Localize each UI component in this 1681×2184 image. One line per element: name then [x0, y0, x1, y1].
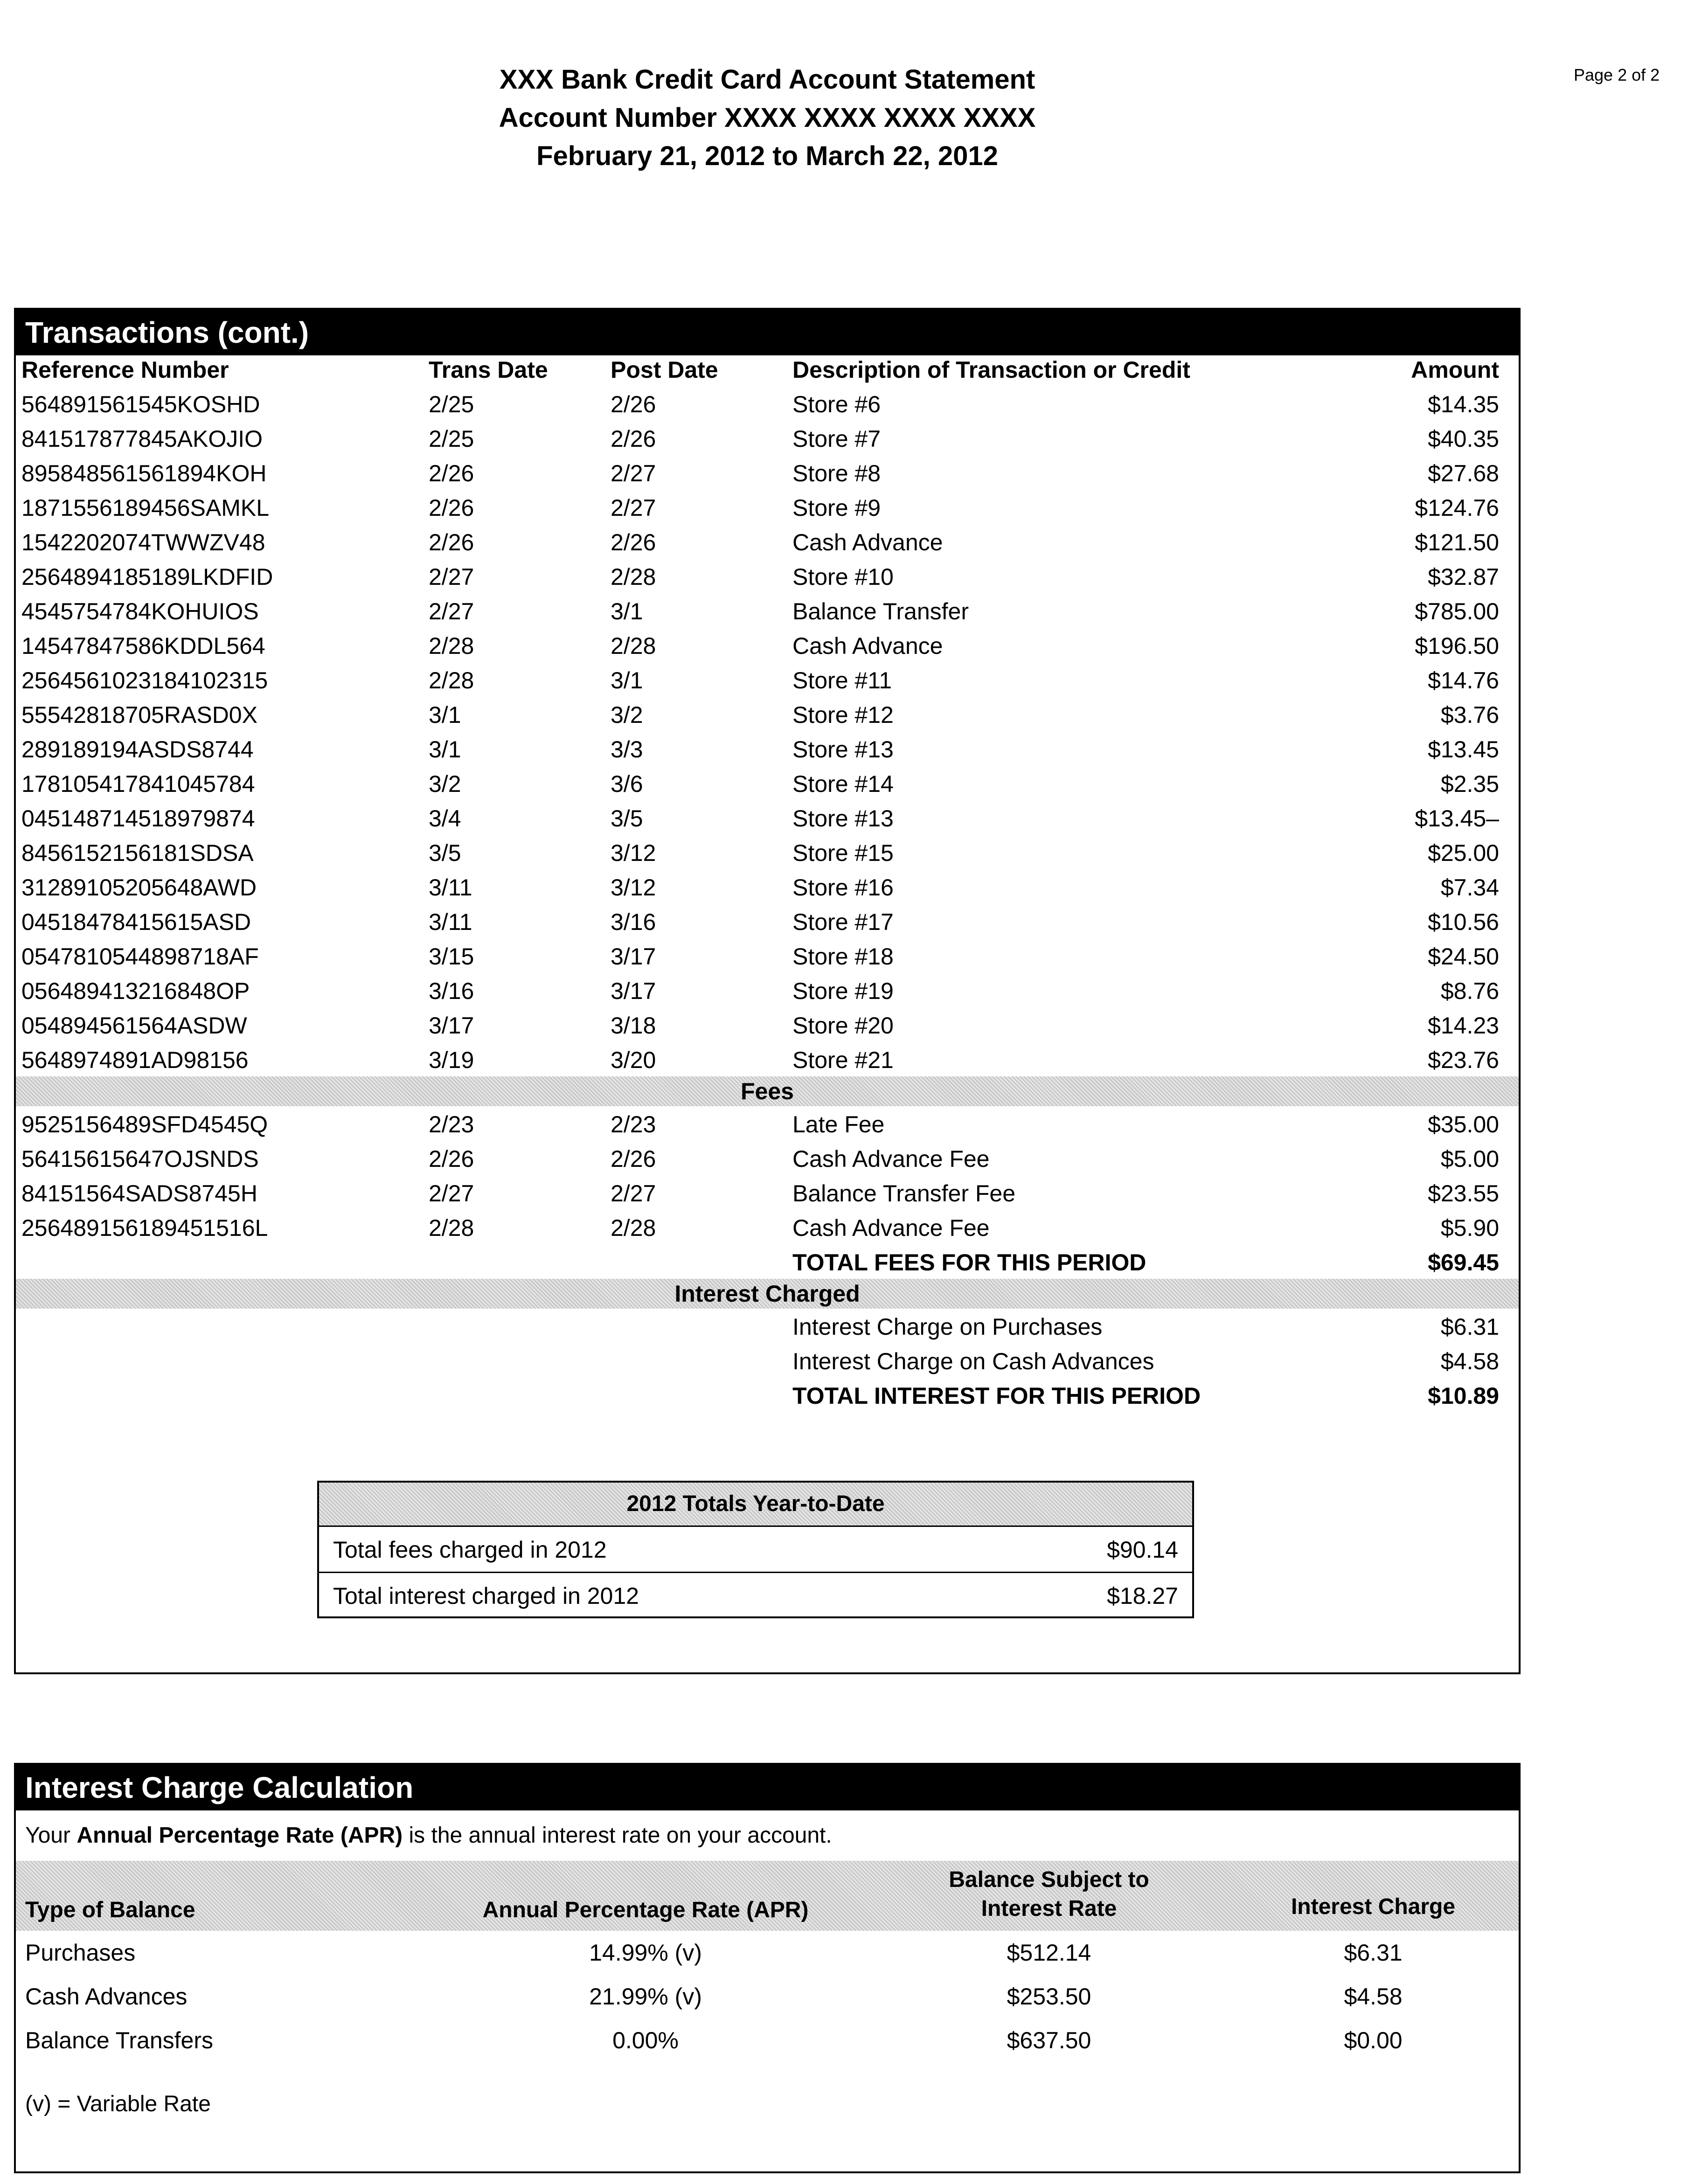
post-date: 2/26 — [611, 529, 656, 555]
description: Store #6 — [792, 391, 881, 417]
apr-note-bold: Annual Percentage Rate (APR) — [76, 1823, 403, 1848]
apr-note — [16, 1810, 1519, 1861]
balance-type: Purchases — [25, 1940, 136, 1966]
trans-date: 2/28 — [429, 667, 474, 693]
table-row — [16, 800, 1519, 835]
transaction-rows — [16, 386, 1519, 1076]
account-number: Account Number XXXX XXXX XXXX XXXX — [499, 103, 1036, 133]
post-date: 2/23 — [611, 1111, 656, 1137]
description: Store #13 — [792, 736, 894, 763]
post-date: 2/26 — [611, 1146, 656, 1172]
amount: $196.50 — [1415, 633, 1499, 659]
interest-description: Interest Charge on Cash Advances — [792, 1348, 1154, 1374]
reference-number: 564891561545KOSHD — [21, 391, 260, 417]
post-date: 3/16 — [611, 909, 656, 935]
interest-calculation-section — [14, 1763, 1521, 2173]
description: Cash Advance — [792, 529, 943, 555]
col-balance-l2: Interest Rate — [981, 1896, 1117, 1921]
amount: $32.87 — [1428, 564, 1499, 590]
reference-number: 31289105205648AWD — [21, 874, 257, 901]
col-amount: Amount — [1411, 357, 1499, 383]
col-reference-number: Reference Number — [21, 357, 229, 383]
post-date: 2/28 — [611, 633, 656, 659]
total-interest-value: $10.89 — [1428, 1383, 1499, 1409]
statement-period: February 21, 2012 to March 22, 2012 — [536, 141, 998, 171]
reference-number: 0547810544898718AF — [21, 943, 259, 970]
fees-label: Fees — [741, 1078, 794, 1104]
trans-date: 3/16 — [429, 978, 474, 1004]
trans-date: 3/11 — [429, 909, 472, 935]
interest-amount: $4.58 — [1440, 1348, 1499, 1374]
apr-note-pre: Your — [25, 1823, 77, 1848]
post-date: 2/28 — [611, 564, 656, 590]
reference-number: 2564894185189LKDFID — [21, 564, 273, 590]
balance-type: Cash Advances — [25, 1983, 188, 2010]
calc-rows — [16, 1931, 1519, 2062]
interest-divider — [16, 1279, 1519, 1309]
reference-number: 178105417841045784 — [21, 771, 255, 797]
trans-date: 2/26 — [429, 1146, 474, 1172]
fee-row — [16, 1210, 1519, 1244]
post-date: 3/3 — [611, 736, 643, 763]
amount: $14.35 — [1428, 391, 1499, 417]
total-interest-row — [16, 1378, 1519, 1412]
page-number: Page 2 of 2 — [1574, 65, 1660, 84]
reference-number: 84151564SADS8745H — [21, 1180, 257, 1206]
description: Cash Advance Fee — [792, 1215, 990, 1241]
reference-number: 14547847586KDDL564 — [21, 633, 265, 659]
col-description: Description of Transaction or Credit — [792, 357, 1190, 383]
reference-number: 2564561023184102315 — [21, 667, 268, 693]
col-post-date: Post Date — [611, 357, 718, 383]
table-row — [16, 766, 1519, 800]
apr-value: 21.99% (v) — [589, 1983, 702, 2010]
reference-number: 1542202074TWWZV48 — [21, 529, 265, 555]
description: Store #13 — [792, 805, 894, 832]
post-date: 2/27 — [611, 460, 656, 486]
reference-number: 054894561564ASDW — [21, 1012, 247, 1039]
amount: $25.00 — [1428, 840, 1499, 866]
trans-date: 2/25 — [429, 391, 474, 417]
post-date: 2/26 — [611, 391, 656, 417]
amount: $40.35 — [1428, 426, 1499, 452]
trans-date: 3/11 — [429, 874, 472, 901]
fee-row — [16, 1175, 1519, 1210]
amount: $124.76 — [1415, 495, 1499, 521]
description: Store #14 — [792, 771, 894, 797]
post-date: 3/17 — [611, 978, 656, 1004]
post-date: 2/26 — [611, 426, 656, 452]
transactions-section — [14, 308, 1521, 1674]
trans-date: 3/2 — [429, 771, 461, 797]
amount: $8.76 — [1440, 978, 1499, 1004]
interest-rows — [16, 1309, 1519, 1378]
amount: $5.00 — [1440, 1146, 1499, 1172]
description: Store #16 — [792, 874, 894, 901]
trans-date: 2/27 — [429, 564, 474, 590]
description: Cash Advance Fee — [792, 1146, 990, 1172]
table-row — [16, 455, 1519, 490]
reference-number: 8456152156181SDSA — [21, 840, 254, 866]
post-date: 3/5 — [611, 805, 643, 832]
amount: $3.76 — [1440, 702, 1499, 728]
table-row — [16, 421, 1519, 455]
fee-row — [16, 1106, 1519, 1141]
table-row — [16, 835, 1519, 869]
post-date: 3/1 — [611, 667, 643, 693]
amount: $13.45 — [1428, 736, 1499, 763]
calc-row — [16, 2018, 1519, 2062]
reference-number: 9525156489SFD4545Q — [21, 1111, 268, 1137]
interest-charge: $6.31 — [1344, 1940, 1403, 1966]
trans-date: 3/1 — [429, 736, 461, 763]
amount: $2.35 — [1440, 771, 1499, 797]
post-date: 3/12 — [611, 840, 656, 866]
description: Store #7 — [792, 426, 881, 452]
calc-row — [16, 1975, 1519, 2018]
reference-number: 045148714518979874 — [21, 805, 255, 832]
post-date: 2/27 — [611, 495, 656, 521]
trans-date: 2/27 — [429, 598, 474, 624]
table-row — [16, 386, 1519, 421]
description: Store #20 — [792, 1012, 894, 1039]
amount: $24.50 — [1428, 943, 1499, 970]
reference-number: 04518478415615ASD — [21, 909, 251, 935]
table-row — [16, 559, 1519, 593]
ytd-interest-label: Total interest charged in 2012 — [333, 1583, 639, 1609]
table-row — [16, 1007, 1519, 1042]
reference-number: 056489413216848OP — [21, 978, 250, 1004]
amount: $785.00 — [1415, 598, 1499, 624]
description: Store #11 — [792, 667, 892, 693]
apr-note-post: is the annual interest rate on your account. — [403, 1823, 832, 1848]
post-date: 3/12 — [611, 874, 656, 901]
interest-charge: $4.58 — [1344, 1983, 1403, 2010]
trans-date: 3/19 — [429, 1047, 474, 1073]
reference-number: 1871556189456SAMKL — [21, 495, 270, 521]
interest-charge: $0.00 — [1344, 2027, 1403, 2053]
amount: $23.55 — [1428, 1180, 1499, 1206]
trans-date: 2/26 — [429, 529, 474, 555]
balance-subject: $512.14 — [1007, 1940, 1091, 1966]
table-row — [16, 490, 1519, 524]
post-date: 2/27 — [611, 1180, 656, 1206]
amount: $5.90 — [1440, 1215, 1499, 1241]
description: Store #8 — [792, 460, 881, 486]
reference-number: 56415615647OJSNDS — [21, 1146, 259, 1172]
trans-date: 3/17 — [429, 1012, 474, 1039]
ytd-fees-label: Total fees charged in 2012 — [333, 1537, 607, 1563]
table-row — [16, 1042, 1519, 1076]
reference-number: 841517877845AKOJIO — [21, 426, 263, 452]
fees-divider — [16, 1076, 1519, 1106]
reference-number: 289189194ASDS8744 — [21, 736, 254, 763]
description: Store #17 — [792, 909, 894, 935]
table-row — [16, 938, 1519, 973]
calc-column-headers — [16, 1861, 1519, 1931]
amount: $121.50 — [1415, 529, 1499, 555]
table-row — [16, 904, 1519, 938]
total-fees-label: TOTAL FEES FOR THIS PERIOD — [792, 1249, 1146, 1276]
statement-header — [0, 61, 1535, 175]
apr-value: 0.00% — [612, 2027, 679, 2053]
reference-number: 5648974891AD98156 — [21, 1047, 249, 1073]
transactions-column-headers — [16, 355, 1519, 386]
interest-row — [16, 1309, 1519, 1343]
total-fees-value: $69.45 — [1428, 1249, 1499, 1276]
amount: $13.45– — [1415, 805, 1499, 832]
description: Balance Transfer — [792, 598, 969, 624]
table-row — [16, 662, 1519, 697]
table-row — [16, 524, 1519, 559]
amount: $35.00 — [1428, 1111, 1499, 1137]
col-trans-date: Trans Date — [429, 357, 548, 383]
transactions-title: Transactions (cont.) — [16, 310, 1519, 355]
amount: $7.34 — [1440, 874, 1499, 901]
trans-date: 2/26 — [429, 460, 474, 486]
description: Cash Advance — [792, 633, 943, 659]
balance-subject: $637.50 — [1007, 2027, 1091, 2053]
reference-number: 256489156189451516L — [21, 1215, 268, 1241]
fee-row — [16, 1141, 1519, 1175]
amount: $23.76 — [1428, 1047, 1499, 1073]
ytd-interest-value: $18.27 — [1107, 1583, 1178, 1609]
interest-description: Interest Charge on Purchases — [792, 1314, 1103, 1340]
col-interest-charge: Interest Charge — [1291, 1894, 1456, 1919]
trans-date: 3/15 — [429, 943, 474, 970]
reference-number: 895848561561894KOH — [21, 460, 267, 486]
interest-row — [16, 1343, 1519, 1378]
ytd-interest-row — [319, 1573, 1192, 1618]
balance-type: Balance Transfers — [25, 2027, 213, 2053]
description: Store #10 — [792, 564, 894, 590]
trans-date: 3/1 — [429, 702, 461, 728]
post-date: 3/6 — [611, 771, 643, 797]
description: Store #9 — [792, 495, 881, 521]
post-date: 3/17 — [611, 943, 656, 970]
table-row — [16, 869, 1519, 904]
trans-date: 2/25 — [429, 426, 474, 452]
post-date: 2/28 — [611, 1215, 656, 1241]
statement-title: XXX Bank Credit Card Account Statement — [499, 64, 1035, 95]
post-date: 3/2 — [611, 702, 643, 728]
trans-date: 2/26 — [429, 495, 474, 521]
description: Store #18 — [792, 943, 894, 970]
description: Late Fee — [792, 1111, 885, 1137]
ytd-totals-box — [317, 1481, 1194, 1618]
table-row — [16, 628, 1519, 662]
trans-date: 2/28 — [429, 633, 474, 659]
description: Store #21 — [792, 1047, 894, 1073]
variable-rate-note: (v) = Variable Rate — [25, 2092, 211, 2116]
description: Store #15 — [792, 840, 894, 866]
amount: $27.68 — [1428, 460, 1499, 486]
description: Store #19 — [792, 978, 894, 1004]
interest-amount: $6.31 — [1440, 1314, 1499, 1340]
interest-label: Interest Charged — [674, 1281, 860, 1307]
description: Balance Transfer Fee — [792, 1180, 1016, 1206]
post-date: 3/18 — [611, 1012, 656, 1039]
trans-date: 3/4 — [429, 805, 461, 832]
post-date: 3/20 — [611, 1047, 656, 1073]
col-balance-l1: Balance Subject to — [949, 1867, 1149, 1892]
trans-date: 2/23 — [429, 1111, 474, 1137]
amount: $14.76 — [1428, 667, 1499, 693]
ytd-fees-value: $90.14 — [1107, 1537, 1178, 1563]
trans-date: 3/5 — [429, 840, 461, 866]
table-row — [16, 731, 1519, 766]
reference-number: 55542818705RASD0X — [21, 702, 257, 728]
ytd-title: 2012 Totals Year-to-Date — [319, 1483, 1192, 1527]
total-interest-label: TOTAL INTEREST FOR THIS PERIOD — [792, 1383, 1201, 1409]
description: Store #12 — [792, 702, 894, 728]
apr-value: 14.99% (v) — [589, 1940, 702, 1966]
table-row — [16, 697, 1519, 731]
amount: $14.23 — [1428, 1012, 1499, 1039]
trans-date: 2/27 — [429, 1180, 474, 1206]
col-type-of-balance: Type of Balance — [25, 1898, 195, 1922]
col-apr: Annual Percentage Rate (APR) — [482, 1898, 809, 1922]
calc-row — [16, 1931, 1519, 1975]
trans-date: 2/28 — [429, 1215, 474, 1241]
table-row — [16, 593, 1519, 628]
table-row — [16, 973, 1519, 1007]
total-fees-row — [16, 1244, 1519, 1279]
post-date: 3/1 — [611, 598, 643, 624]
ytd-fees-row — [319, 1527, 1192, 1573]
reference-number: 4545754784KOHUIOS — [21, 598, 259, 624]
amount: $10.56 — [1428, 909, 1499, 935]
interest-calculation-title: Interest Charge Calculation — [16, 1765, 1519, 1810]
balance-subject: $253.50 — [1007, 1983, 1091, 2010]
fee-rows — [16, 1106, 1519, 1244]
